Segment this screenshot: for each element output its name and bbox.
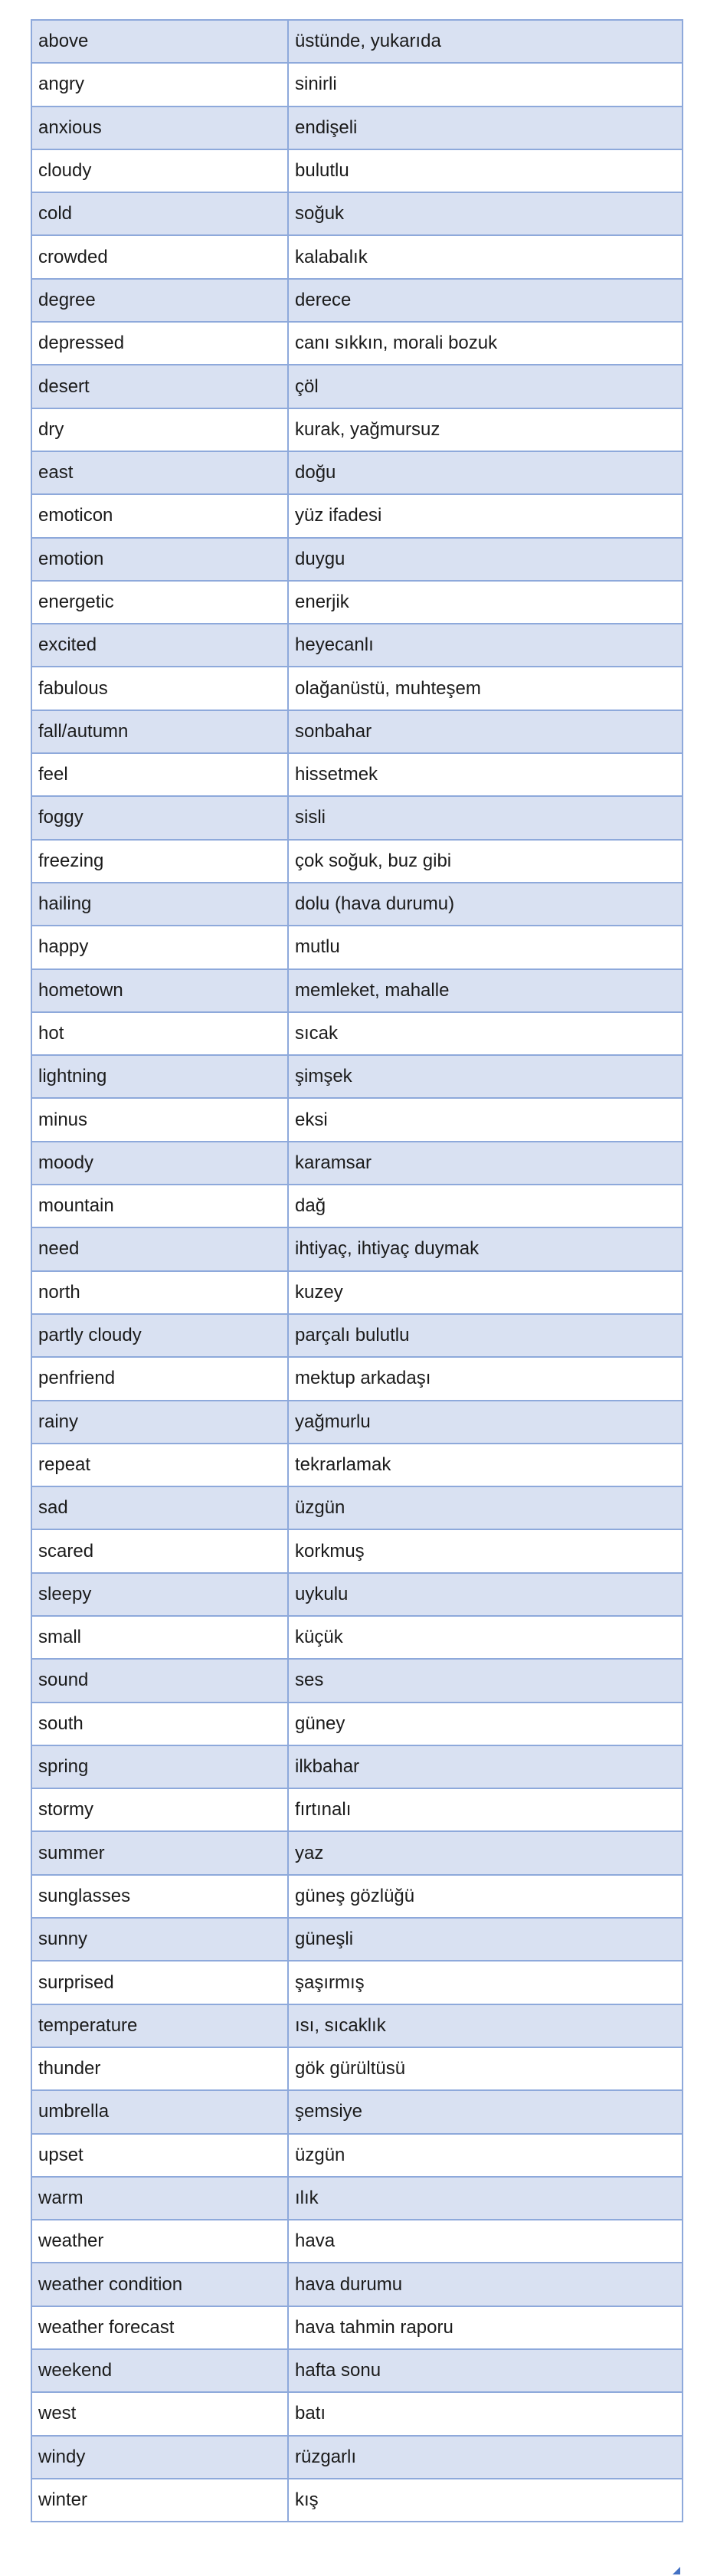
table-row: [31, 1918, 683, 1961]
english-word-cell[interactable]: minus: [31, 1098, 288, 1141]
turkish-meaning-cell[interactable]: yaz: [288, 1831, 683, 1874]
turkish-meaning-cell[interactable]: parçalı bulutlu: [288, 1314, 683, 1357]
english-word-cell[interactable]: feel: [31, 753, 288, 796]
table-row: [31, 840, 683, 883]
english-word-cell[interactable]: energetic: [31, 581, 288, 624]
table-row: [31, 1529, 683, 1572]
english-word-cell[interactable]: penfriend: [31, 1357, 288, 1400]
turkish-meaning-cell[interactable]: kurak, yağmursuz: [288, 408, 683, 451]
english-word-cell[interactable]: summer: [31, 1831, 288, 1874]
turkish-meaning-cell[interactable]: rüzgarlı: [288, 2436, 683, 2479]
turkish-meaning-cell[interactable]: ilkbahar: [288, 1745, 683, 1788]
turkish-meaning-cell[interactable]: ılık: [288, 2177, 683, 2220]
turkish-meaning-cell[interactable]: ihtiyaç, ihtiyaç duymak: [288, 1227, 683, 1270]
turkish-meaning-cell[interactable]: tekrarlamak: [288, 1444, 683, 1486]
turkish-meaning-cell[interactable]: duygu: [288, 538, 683, 581]
table-row: [31, 926, 683, 968]
turkish-meaning-cell[interactable]: fırtınalı: [288, 1788, 683, 1831]
turkish-meaning-cell[interactable]: kış: [288, 2479, 683, 2522]
turkish-meaning-cell[interactable]: üzgün: [288, 1486, 683, 1529]
english-word-cell[interactable]: need: [31, 1227, 288, 1270]
english-word-cell[interactable]: cloudy: [31, 149, 288, 192]
table-row: [31, 20, 683, 63]
turkish-meaning-cell[interactable]: eksi: [288, 1098, 683, 1141]
turkish-meaning-cell[interactable]: gök gürültüsü: [288, 2047, 683, 2090]
turkish-meaning-cell[interactable]: şaşırmış: [288, 1961, 683, 2004]
table-row: [31, 192, 683, 235]
turkish-meaning-cell[interactable]: sıcak: [288, 1012, 683, 1055]
english-word-cell[interactable]: winter: [31, 2479, 288, 2522]
turkish-meaning-cell[interactable]: hafta sonu: [288, 2349, 683, 2392]
table-row: [31, 2177, 683, 2220]
table-row: [31, 710, 683, 753]
english-word-cell[interactable]: weather condition: [31, 2263, 288, 2306]
turkish-meaning-cell[interactable]: derece: [288, 279, 683, 322]
english-word-cell[interactable]: sunglasses: [31, 1875, 288, 1918]
english-word-cell[interactable]: happy: [31, 926, 288, 968]
turkish-meaning-cell[interactable]: çöl: [288, 365, 683, 408]
english-word-cell[interactable]: umbrella: [31, 2090, 288, 2133]
english-word-cell[interactable]: upset: [31, 2134, 288, 2177]
table-row: [31, 279, 683, 322]
english-word-cell[interactable]: repeat: [31, 1444, 288, 1486]
table-row: [31, 1486, 683, 1529]
table-row: [31, 1745, 683, 1788]
english-word-cell[interactable]: desert: [31, 365, 288, 408]
turkish-meaning-cell[interactable]: endişeli: [288, 107, 683, 149]
turkish-meaning-cell[interactable]: çok soğuk, buz gibi: [288, 840, 683, 883]
table-row: [31, 1142, 683, 1185]
table-row: [31, 1227, 683, 1270]
table-row: [31, 538, 683, 581]
turkish-meaning-cell[interactable]: şimşek: [288, 1055, 683, 1098]
turkish-meaning-cell[interactable]: üstünde, yukarıda: [288, 20, 683, 63]
english-word-cell[interactable]: hailing: [31, 883, 288, 926]
english-word-cell[interactable]: above: [31, 20, 288, 63]
english-word-cell[interactable]: warm: [31, 2177, 288, 2220]
turkish-meaning-cell[interactable]: ısı, sıcaklık: [288, 2004, 683, 2047]
english-word-cell[interactable]: emotion: [31, 538, 288, 581]
table-row: [31, 2004, 683, 2047]
english-word-cell[interactable]: scared: [31, 1529, 288, 1572]
table-row: [31, 624, 683, 667]
table-row: [31, 1055, 683, 1098]
english-word-cell[interactable]: rainy: [31, 1401, 288, 1444]
table-row: [31, 1357, 683, 1400]
turkish-meaning-cell[interactable]: dağ: [288, 1185, 683, 1227]
turkish-meaning-cell[interactable]: hava tahmin raporu: [288, 2306, 683, 2349]
english-word-cell[interactable]: anxious: [31, 107, 288, 149]
table-row: [31, 2134, 683, 2177]
english-word-cell[interactable]: west: [31, 2392, 288, 2435]
table-row: [31, 796, 683, 839]
turkish-meaning-cell[interactable]: mektup arkadaşı: [288, 1357, 683, 1400]
english-word-cell[interactable]: hometown: [31, 969, 288, 1012]
english-word-cell[interactable]: emoticon: [31, 494, 288, 537]
table-row: [31, 2220, 683, 2263]
turkish-meaning-cell[interactable]: soğuk: [288, 192, 683, 235]
english-word-cell[interactable]: crowded: [31, 235, 288, 278]
english-word-cell[interactable]: fabulous: [31, 667, 288, 710]
turkish-meaning-cell[interactable]: uykulu: [288, 1573, 683, 1616]
turkish-meaning-cell[interactable]: ses: [288, 1659, 683, 1702]
english-word-cell[interactable]: thunder: [31, 2047, 288, 2090]
turkish-meaning-cell[interactable]: hissetmek: [288, 753, 683, 796]
english-word-cell[interactable]: weather: [31, 2220, 288, 2263]
turkish-meaning-cell[interactable]: memleket, mahalle: [288, 969, 683, 1012]
table-row: [31, 1961, 683, 2004]
english-word-cell[interactable]: degree: [31, 279, 288, 322]
english-word-cell[interactable]: south: [31, 1703, 288, 1745]
table-row: [31, 451, 683, 494]
turkish-meaning-cell[interactable]: şemsiye: [288, 2090, 683, 2133]
turkish-meaning-cell[interactable]: yüz ifadesi: [288, 494, 683, 537]
table-row: [31, 1444, 683, 1486]
table-row: [31, 408, 683, 451]
english-word-cell[interactable]: dry: [31, 408, 288, 451]
table-row: [31, 969, 683, 1012]
turkish-meaning-cell[interactable]: güneşli: [288, 1918, 683, 1961]
turkish-meaning-cell[interactable]: güneş gözlüğü: [288, 1875, 683, 1918]
turkish-meaning-cell[interactable]: bulutlu: [288, 149, 683, 192]
table-row: [31, 1616, 683, 1659]
table-row: [31, 2306, 683, 2349]
table-row: [31, 149, 683, 192]
english-word-cell[interactable]: fall/autumn: [31, 710, 288, 753]
turkish-meaning-cell[interactable]: hava durumu: [288, 2263, 683, 2306]
turkish-meaning-cell[interactable]: dolu (hava durumu): [288, 883, 683, 926]
table-row: [31, 1573, 683, 1616]
vocabulary-table: [31, 19, 683, 2522]
english-word-cell[interactable]: windy: [31, 2436, 288, 2479]
table-row: [31, 1185, 683, 1227]
english-word-cell[interactable]: stormy: [31, 1788, 288, 1831]
english-word-cell[interactable]: east: [31, 451, 288, 494]
table-row: [31, 1314, 683, 1357]
table-row: [31, 494, 683, 537]
table-row: [31, 2047, 683, 2090]
english-word-cell[interactable]: partly cloudy: [31, 1314, 288, 1357]
table-row: [31, 667, 683, 710]
table-row: [31, 1098, 683, 1141]
english-word-cell[interactable]: weekend: [31, 2349, 288, 2392]
table-row: [31, 753, 683, 796]
table-row: [31, 581, 683, 624]
table-row: [31, 1401, 683, 1444]
turkish-meaning-cell[interactable]: mutlu: [288, 926, 683, 968]
table-row: [31, 883, 683, 926]
english-word-cell[interactable]: cold: [31, 192, 288, 235]
turkish-meaning-cell[interactable]: sisli: [288, 796, 683, 839]
turkish-meaning-cell[interactable]: hava: [288, 2220, 683, 2263]
turkish-meaning-cell[interactable]: enerjik: [288, 581, 683, 624]
turkish-meaning-cell[interactable]: küçük: [288, 1616, 683, 1659]
table-row: [31, 2349, 683, 2392]
turkish-meaning-cell[interactable]: doğu: [288, 451, 683, 494]
table-row: [31, 1875, 683, 1918]
english-word-cell[interactable]: small: [31, 1616, 288, 1659]
table-row: [31, 1831, 683, 1874]
table-row: [31, 63, 683, 106]
table-row: [31, 2436, 683, 2479]
english-word-cell[interactable]: moody: [31, 1142, 288, 1185]
english-word-cell[interactable]: depressed: [31, 322, 288, 365]
english-word-cell[interactable]: sunny: [31, 1918, 288, 1961]
english-word-cell[interactable]: weather forecast: [31, 2306, 288, 2349]
turkish-meaning-cell[interactable]: heyecanlı: [288, 624, 683, 667]
english-word-cell[interactable]: foggy: [31, 796, 288, 839]
english-word-cell[interactable]: freezing: [31, 840, 288, 883]
turkish-meaning-cell[interactable]: canı sıkkın, morali bozuk: [288, 322, 683, 365]
table-resize-handle[interactable]: [673, 2567, 680, 2574]
turkish-meaning-cell[interactable]: korkmuş: [288, 1529, 683, 1572]
table-row: [31, 322, 683, 365]
turkish-meaning-cell[interactable]: güney: [288, 1703, 683, 1745]
turkish-meaning-cell[interactable]: olağanüstü, muhteşem: [288, 667, 683, 710]
table-row: [31, 2479, 683, 2522]
english-word-cell[interactable]: mountain: [31, 1185, 288, 1227]
table-row: [31, 107, 683, 149]
table-row: [31, 1271, 683, 1314]
table-row: [31, 1659, 683, 1702]
turkish-meaning-cell[interactable]: sonbahar: [288, 710, 683, 753]
table-row: [31, 1788, 683, 1831]
table-row: [31, 235, 683, 278]
table-row: [31, 1012, 683, 1055]
english-word-cell[interactable]: sleepy: [31, 1573, 288, 1616]
english-word-cell[interactable]: hot: [31, 1012, 288, 1055]
english-word-cell[interactable]: sad: [31, 1486, 288, 1529]
vocabulary-table-body: [31, 20, 683, 2522]
turkish-meaning-cell[interactable]: batı: [288, 2392, 683, 2435]
turkish-meaning-cell[interactable]: sinirli: [288, 63, 683, 106]
table-row: [31, 365, 683, 408]
english-word-cell[interactable]: surprised: [31, 1961, 288, 2004]
turkish-meaning-cell[interactable]: yağmurlu: [288, 1401, 683, 1444]
turkish-meaning-cell[interactable]: üzgün: [288, 2134, 683, 2177]
table-row: [31, 2392, 683, 2435]
turkish-meaning-cell[interactable]: kuzey: [288, 1271, 683, 1314]
table-row: [31, 1703, 683, 1745]
table-row: [31, 2263, 683, 2306]
english-word-cell[interactable]: spring: [31, 1745, 288, 1788]
english-word-cell[interactable]: angry: [31, 63, 288, 106]
english-word-cell[interactable]: temperature: [31, 2004, 288, 2047]
turkish-meaning-cell[interactable]: kalabalık: [288, 235, 683, 278]
english-word-cell[interactable]: sound: [31, 1659, 288, 1702]
english-word-cell[interactable]: excited: [31, 624, 288, 667]
turkish-meaning-cell[interactable]: karamsar: [288, 1142, 683, 1185]
english-word-cell[interactable]: lightning: [31, 1055, 288, 1098]
english-word-cell[interactable]: north: [31, 1271, 288, 1314]
table-row: [31, 2090, 683, 2133]
